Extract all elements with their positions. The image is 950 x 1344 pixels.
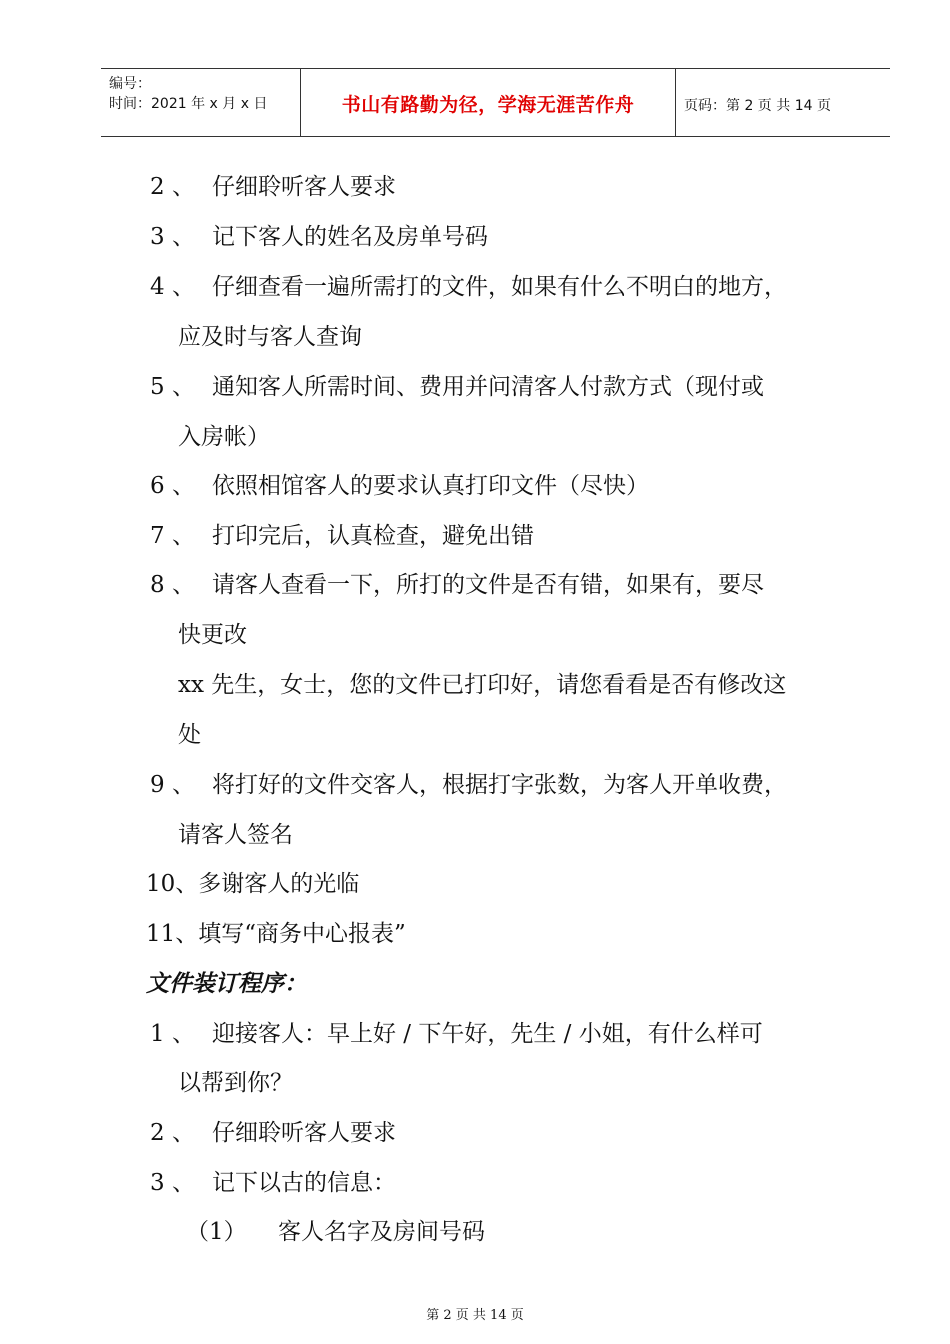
item-number: 2 、 bbox=[150, 174, 195, 200]
list-item bbox=[150, 172, 396, 202]
section-heading: 文件装订程序： bbox=[146, 970, 307, 997]
header-page-cell bbox=[676, 69, 890, 136]
item-text: 处 bbox=[178, 722, 201, 748]
item-text: 打印完后，认真检查，避免出错 bbox=[212, 523, 534, 549]
page-header bbox=[101, 68, 890, 137]
sub-list-item bbox=[186, 1217, 485, 1247]
list-item-continuation bbox=[178, 1068, 293, 1098]
item-text: 多谢客人的光临 bbox=[198, 871, 360, 897]
serial-label: 编号： bbox=[109, 76, 151, 92]
list-item-continuation bbox=[178, 720, 201, 750]
item-number: 7 、 bbox=[150, 523, 195, 549]
list-item-continuation bbox=[178, 820, 293, 850]
item-text: 快更改 bbox=[178, 622, 247, 648]
page-footer: 第 2 页 共 14 页 bbox=[426, 1308, 524, 1323]
item-number: （1） bbox=[186, 1219, 247, 1245]
item-number: 4 、 bbox=[150, 274, 195, 300]
list-item bbox=[150, 471, 649, 501]
item-text: 入房帐） bbox=[178, 424, 270, 450]
page-label: 页码：第 2 页 共 14 页 bbox=[684, 98, 831, 114]
list-item-continuation bbox=[178, 322, 362, 352]
list-item bbox=[146, 869, 359, 899]
header-meta-cell bbox=[101, 69, 301, 136]
item-number: 8 、 bbox=[150, 572, 195, 598]
time-label: 时间：2021 年 x 月 x 日 bbox=[109, 96, 268, 112]
list-item bbox=[150, 1118, 396, 1148]
list-item bbox=[146, 919, 406, 949]
list-item bbox=[150, 521, 534, 551]
list-item bbox=[150, 570, 764, 600]
item-text: 通知客人所需时间、费用并问清客人付款方式（现付或 bbox=[212, 374, 764, 400]
item-text: 迎接客人：早上好 / 下午好，先生 / 小姐，有什么样可 bbox=[212, 1021, 763, 1047]
item-text: 记下以古的信息： bbox=[212, 1170, 396, 1196]
item-text: xx 先生，女士，您的文件已打印好，请您看看是否有修改这 bbox=[178, 672, 787, 698]
list-item bbox=[150, 272, 787, 302]
item-text: 记下客人的姓名及房单号码 bbox=[212, 224, 488, 250]
item-text: 客人名字及房间号码 bbox=[278, 1219, 485, 1245]
slogan: 书山有路勤为径，学海无涯苦作舟 bbox=[341, 94, 635, 116]
item-text: 仔细查看一遍所需打的文件，如果有什么不明白的地方， bbox=[212, 274, 787, 300]
list-item bbox=[150, 1019, 763, 1049]
item-number: 3 、 bbox=[150, 1170, 195, 1196]
list-item-continuation bbox=[178, 670, 786, 700]
item-number: 9 、 bbox=[150, 772, 195, 798]
item-number: 3 、 bbox=[150, 224, 195, 250]
item-text: 请客人查看一下，所打的文件是否有错，如果有，要尽 bbox=[212, 572, 764, 598]
item-text: 依照相馆客人的要求认真打印文件（尽快） bbox=[212, 473, 649, 499]
item-number: 5 、 bbox=[150, 374, 195, 400]
item-number: 6 、 bbox=[150, 473, 195, 499]
item-text: 仔细聆听客人要求 bbox=[212, 1120, 396, 1146]
item-text: 以帮到你？ bbox=[178, 1070, 293, 1096]
item-text: 请客人签名 bbox=[178, 822, 293, 848]
item-number: 10、 bbox=[146, 871, 199, 897]
list-item bbox=[150, 1168, 396, 1198]
item-text: 仔细聆听客人要求 bbox=[212, 174, 396, 200]
item-text: 将打好的文件交客人，根据打字张数，为客人开单收费， bbox=[212, 772, 787, 798]
item-number: 11、 bbox=[146, 921, 199, 947]
list-item-continuation bbox=[178, 620, 247, 650]
list-item bbox=[150, 222, 488, 252]
list-item-continuation bbox=[178, 422, 270, 452]
item-number: 2 、 bbox=[150, 1120, 195, 1146]
item-text: 填写“商务中心报表” bbox=[198, 921, 406, 947]
list-item bbox=[150, 770, 787, 800]
header-slogan-cell bbox=[301, 69, 676, 136]
list-item bbox=[150, 372, 764, 402]
item-number: 1 、 bbox=[150, 1021, 195, 1047]
item-text: 应及时与客人查询 bbox=[178, 324, 362, 350]
